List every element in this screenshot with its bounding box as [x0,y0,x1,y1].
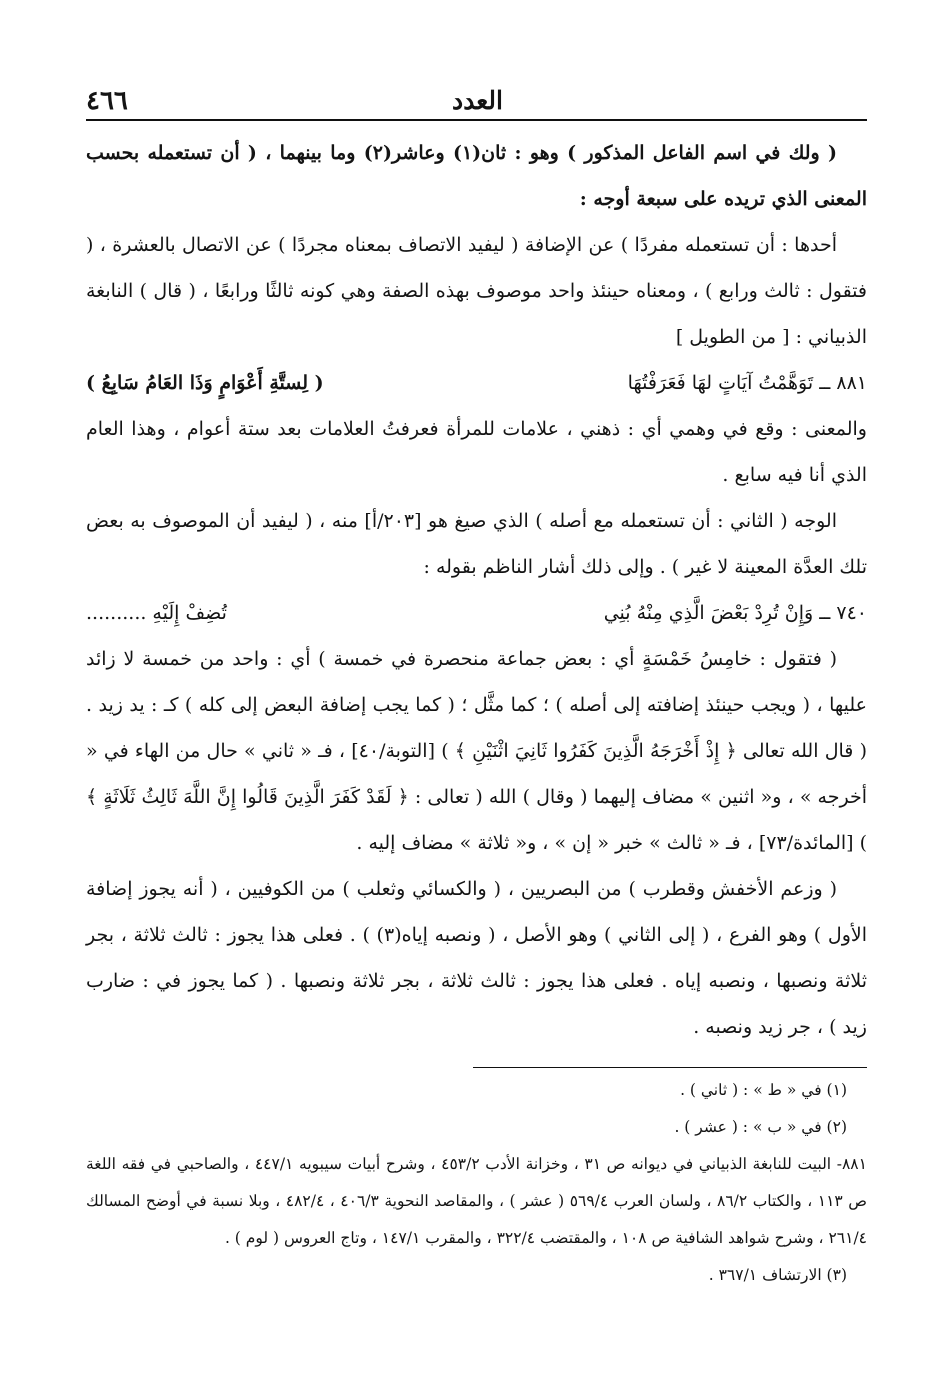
verse-881 [86,360,867,406]
paragraph-3: والمعنى : وقع في وهمي أي : ذهني ، علامات للمرأة فعرفتُ العلامات بعد ستة أعوام ، وهذا العام الذي أنا فيه سابع . [86,418,867,486]
footnote-1: (١) في « ط » : ( ثاني ) . [680,1081,847,1099]
verse-740 [86,590,867,636]
verse-881-second-hemistich: ( لِستَّةِ أَعْوَامٍ وَذَا العَامُ سَابِعُ ) [86,372,324,394]
footnote-881: ٨٨١- البيت للنابغة الذبياني في ديوانه ص ٣١ ، وخزانة الأدب ٤٥٣/٢ ، وشرح أبيات سيبويه ٤٤٧/١ ، والصاحبي في فقه اللغة ص ١١٣ ، والكتاب ٨٦/٢ ، ولسان العرب ٥٦٩/٤ ( عشر ) ، والمقاصد النحوية ٤٠٦/٣ ، ٤٨٢/٤ ، وبلا نسبة في أوضح المسالك ٢٦١/٤ ، وشرح شواهد الشافية ص ١٠٨ ، والمقتضب ٣٢٢/٤ ، والمقرب ١٤٧/١ ، وتاج العروس ( لوم ) . [86,1155,867,1247]
verse-740-first-hemistich: ٧٤٠ ــ وَإِنْ تُرِدْ بَعْضَ الَّذِي مِنْهُ بُنِي [603,602,867,624]
paragraph-4: الوجه ( الثاني : أن تستعمله مع أصله ) الذي صيغ هو [٢٠٣/أ] منه ، ( ليفيد أن الموصوف به بعض تلك العدَّة المعينة لا غير ) . وإلى ذلك أشار الناظم بقوله : [86,510,867,578]
paragraph-2: أحدها : أن تستعمله مفردًا ) عن الإضافة ( ليفيد الاتصاف بمعناه مجردًا ) عن الاتصال بالعشرة ، ( فتقول : ثالث ورابع ) ، ومعناه حينئذ واحد موصوف بهذه الصفة وهي كونه ثالثًا ورابعًا ، ( قال ) النابغة الذبياني : [ من الطويل ] [86,234,867,348]
footnote-3: (٣) الارتشاف ٣٦٧/١ . [708,1266,847,1284]
footnotes [86,1072,867,1294]
verse-740-second-hemistich: تُضِفْ إِلَيْهِ .......... [86,602,227,624]
header-rule [86,119,867,121]
paragraph-6: ( وزعم الأخفش وقطرب ) من البصريين ، ( والكسائي وثعلب ) من الكوفيين ، ( أنه يجوز إضافة الأول ) وهو الفرع ، ( إلى الثاني ) وهو الأصل ، ( ونصبه إياه(٣) ) . فعلى هذا يجوز : ثالث ثلاثة ، بجر ثلاثة ونصبها ، ونصبه إياه . فعلى هذا يجوز : ثالث ثلاثة ، بجر ثلاثة ونصبها . ( كما يجوز في : ضارب زيد ) ، جر زيد ونصبه . [86,878,867,1038]
running-title: العدد [452,86,503,115]
main-text [86,130,867,1050]
paragraph-1: ( ولك في اسم الفاعل المذكور ) وهو : ثان(١) وعاشر(٢) وما بينهما ، ( أن تستعمله بحسب المعنى الذي تريده على سبعة أوجه : [86,142,867,210]
page-number: ٤٦٦ [86,86,128,116]
verse-881-first-hemistich: ٨٨١ ــ تَوَهَّمْتُ آيَاتٍ لهَا فَعَرَفْتُهَا [627,372,867,394]
page-header [86,82,869,116]
paragraph-5: ( فتقول : خامِسُ خَمْسَةٍ أي : بعض جماعة منحصرة في خمسة ) أي : واحد من خمسة لا زائد عليها ، ( ويجب حينئذ إضافته إلى أصله ) ؛ كما مثَّل ؛ ( كما يجب إضافة البعض إلى كله ) كـ : يد زيد . ( قال الله تعالى ﴿ إِذْ أَخْرَجَهُ الَّذِينَ كَفَرُوا ثَانِيَ اثْنَيْنِ ﴾ ) [التوبة/٤٠] ، فـ « ثاني » حال من الهاء في « أخرجه » ، و« اثنين » مضاف إليهما ( وقال ) الله ( تعالى : ﴿ لَقَدْ كَفَرَ الَّذِينَ قَالُوا إِنَّ اللَّهَ ثَالِثُ ثَلَاثَةٍ ﴾ ) [المائدة/٧٣] ، فـ « ثالث » خبر « إن » ، و« ثلاثة » مضاف إليه . [86,648,867,854]
footnote-rule [473,1067,867,1068]
footnote-2: (٢) في « ب » : ( عشر ) . [674,1118,847,1136]
